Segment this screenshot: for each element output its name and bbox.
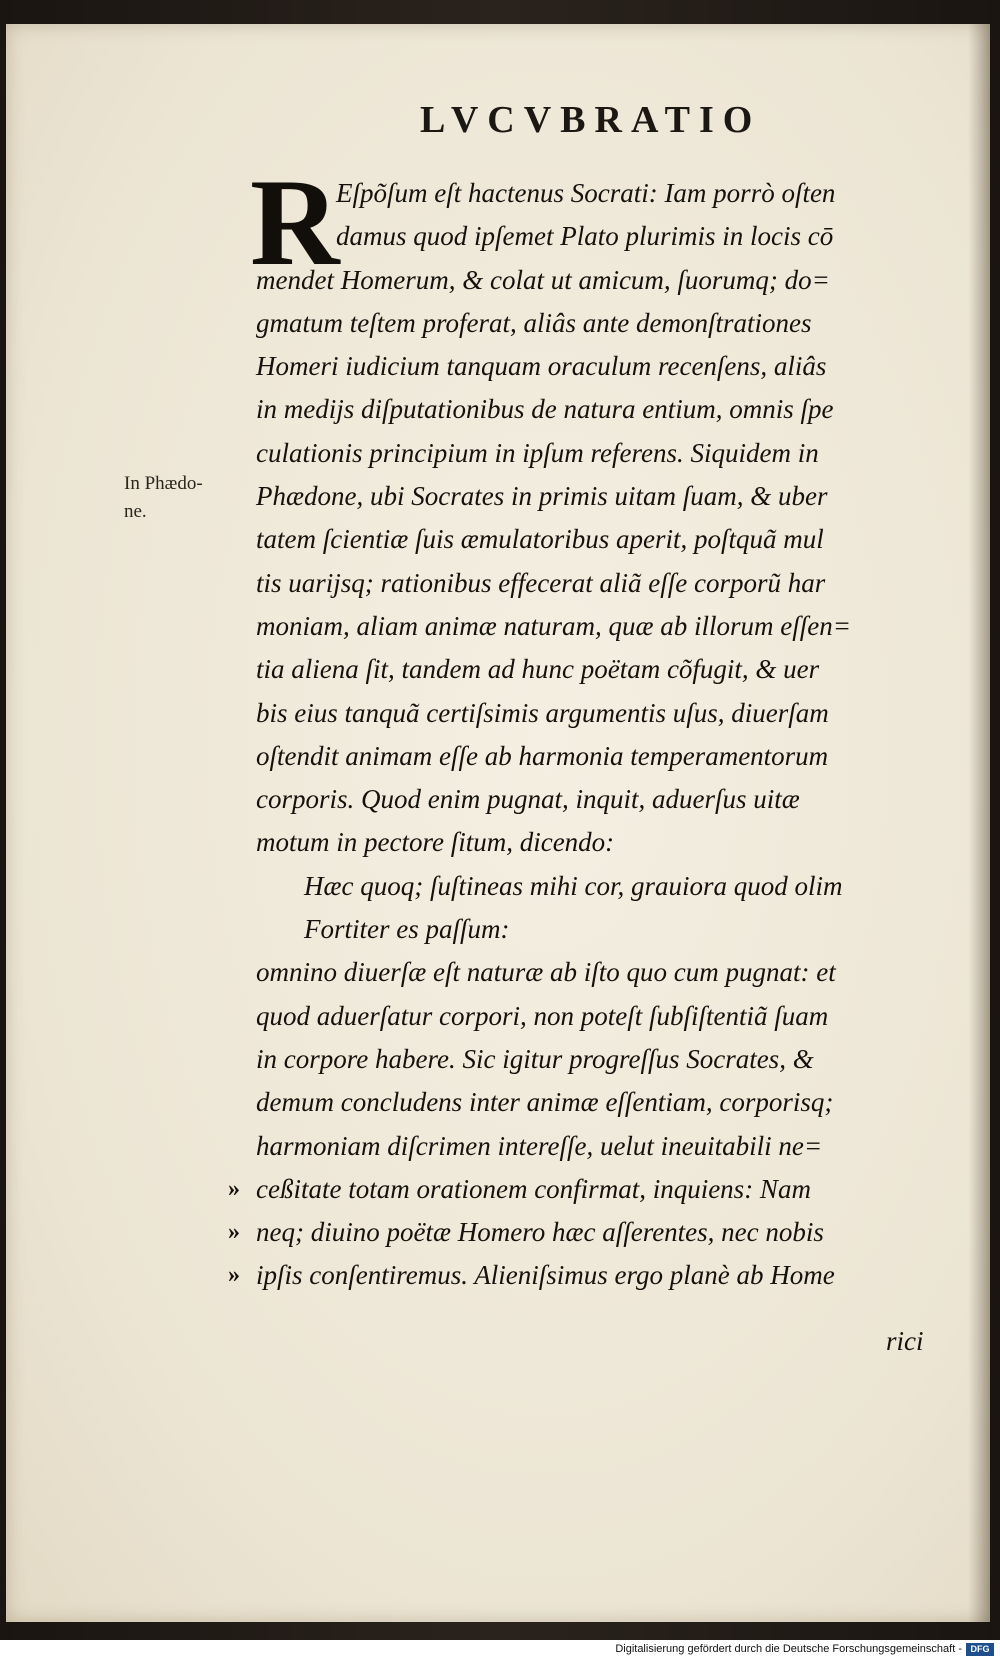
quotation-mark: » [228, 1175, 240, 1202]
text-line [228, 1168, 936, 1211]
text-line [256, 605, 936, 648]
text-line [256, 562, 936, 605]
quotation-mark: » [228, 1262, 240, 1289]
drop-cap-initial: R [250, 154, 340, 291]
text-line-content: in corpore habere. Sic igitur progreſſus Socrates, & [256, 1043, 814, 1074]
text-line [256, 778, 936, 821]
text-line [256, 995, 936, 1038]
text-line-content: bis eius tanquã certiſsimis argumentis uſus, diuerſam [256, 697, 829, 728]
text-line-content: demum concludens inter animæ eſſentiam, corporisq; [256, 1087, 834, 1118]
text-line [256, 908, 936, 951]
text-line [256, 1125, 936, 1168]
text-line-content: corporis. Quod enim pugnat, inquit, aduerſus uitæ [256, 784, 800, 815]
text-line-content: Hæc quoq; ſuſtineas mihi cor, grauiora quod olim [304, 870, 843, 901]
text-line-content: neq; diuino poëtæ Homero hæc aſſerentes, nec nobis [256, 1217, 824, 1248]
text-line-content: Homeri iudicium tanquam oraculum recenſens, aliâs [256, 351, 827, 382]
catchword: rici [886, 1326, 924, 1356]
text-line [256, 735, 936, 778]
text-line-content: in medijs diſputationibus de natura entium, omnis ſpe [256, 394, 834, 425]
text-line-content: mendet Homerum, & colat ut amicum, ſuorumq; do= [256, 264, 830, 295]
text-line-content: oſtendit animam eſſe ab harmonia temperamentorum [256, 740, 829, 771]
text-line-content: tis uarijsq; rationibus effecerat aliã eſſe corporũ har [256, 567, 826, 598]
text-line [256, 821, 936, 864]
text-line-content: ceßitate totam orationem confirmat, inquiens: Nam [256, 1173, 811, 1204]
page-gutter-shadow [968, 24, 990, 1622]
text-line-content: damus quod ipſemet Plato plurimis in locis cō [336, 221, 834, 252]
text-line-content: motum in pectore ſitum, dicendo: [256, 827, 615, 858]
text-line [256, 865, 936, 908]
marginal-note-line: In Phædo- [124, 473, 203, 494]
text-line [256, 951, 936, 994]
text-line-content: harmoniam diſcrimen intereſſe, uelut ineuitabili ne= [256, 1130, 823, 1161]
marginal-note-line: ne. [124, 501, 147, 522]
text-line-content: tia aliena ſit, tandem ad hunc poëtam cõfugit, & uer [256, 654, 820, 685]
text-line [256, 259, 936, 302]
text-line [256, 302, 936, 345]
dfg-logo: DFG [966, 1643, 994, 1656]
marginal-note [124, 470, 274, 526]
text-line [256, 388, 936, 431]
text-line [256, 648, 936, 691]
text-line-content: Phædone, ubi Socrates in primis uitam ſuam, & uber [256, 481, 828, 512]
text-line [256, 1038, 936, 1081]
running-header: LVCVBRATIO [420, 99, 762, 141]
text-line [256, 692, 936, 735]
text-line-content: Fortiter es paſſum: [304, 914, 510, 945]
text-line-content: quod aduerſatur corpori, non poteſt ſubſiſtentiã ſuam [256, 1000, 829, 1031]
text-line [228, 1211, 936, 1254]
funding-credit: Digitalisierung gefördert durch die Deutsche Forschungsgemeinschaft - [615, 1643, 962, 1655]
text-line [256, 518, 936, 561]
text-line [256, 432, 936, 475]
text-line [228, 1254, 936, 1297]
text-line-content: omnino diuerſæ eſt naturæ ab iſto quo cum pugnat: et [256, 957, 836, 988]
text-line [256, 1081, 936, 1124]
text-line-content: moniam, aliam animæ naturam, quæ ab illorum eſſen= [256, 610, 851, 641]
text-line-content: Eſpõſum eſt hactenus Socrati: Iam porrò oſten [336, 178, 836, 208]
text-line [256, 475, 936, 518]
text-line [256, 215, 936, 258]
text-line-content: ipſis conſentiremus. Alieniſsimus ergo planè ab Home [256, 1260, 835, 1291]
text-line-content: gmatum teſtem proferat, aliâs ante demonſtrationes [256, 307, 812, 338]
text-line-content: culationis principium in ipſum referens. Siquidem in [256, 437, 819, 468]
text-line [256, 172, 936, 215]
text-line [256, 345, 936, 388]
text-line-content: tatem ſcientiæ ſuis æmulatoribus aperit, poſtquã mul [256, 524, 824, 555]
quotation-mark: » [228, 1219, 240, 1246]
main-text-block [228, 172, 936, 1298]
